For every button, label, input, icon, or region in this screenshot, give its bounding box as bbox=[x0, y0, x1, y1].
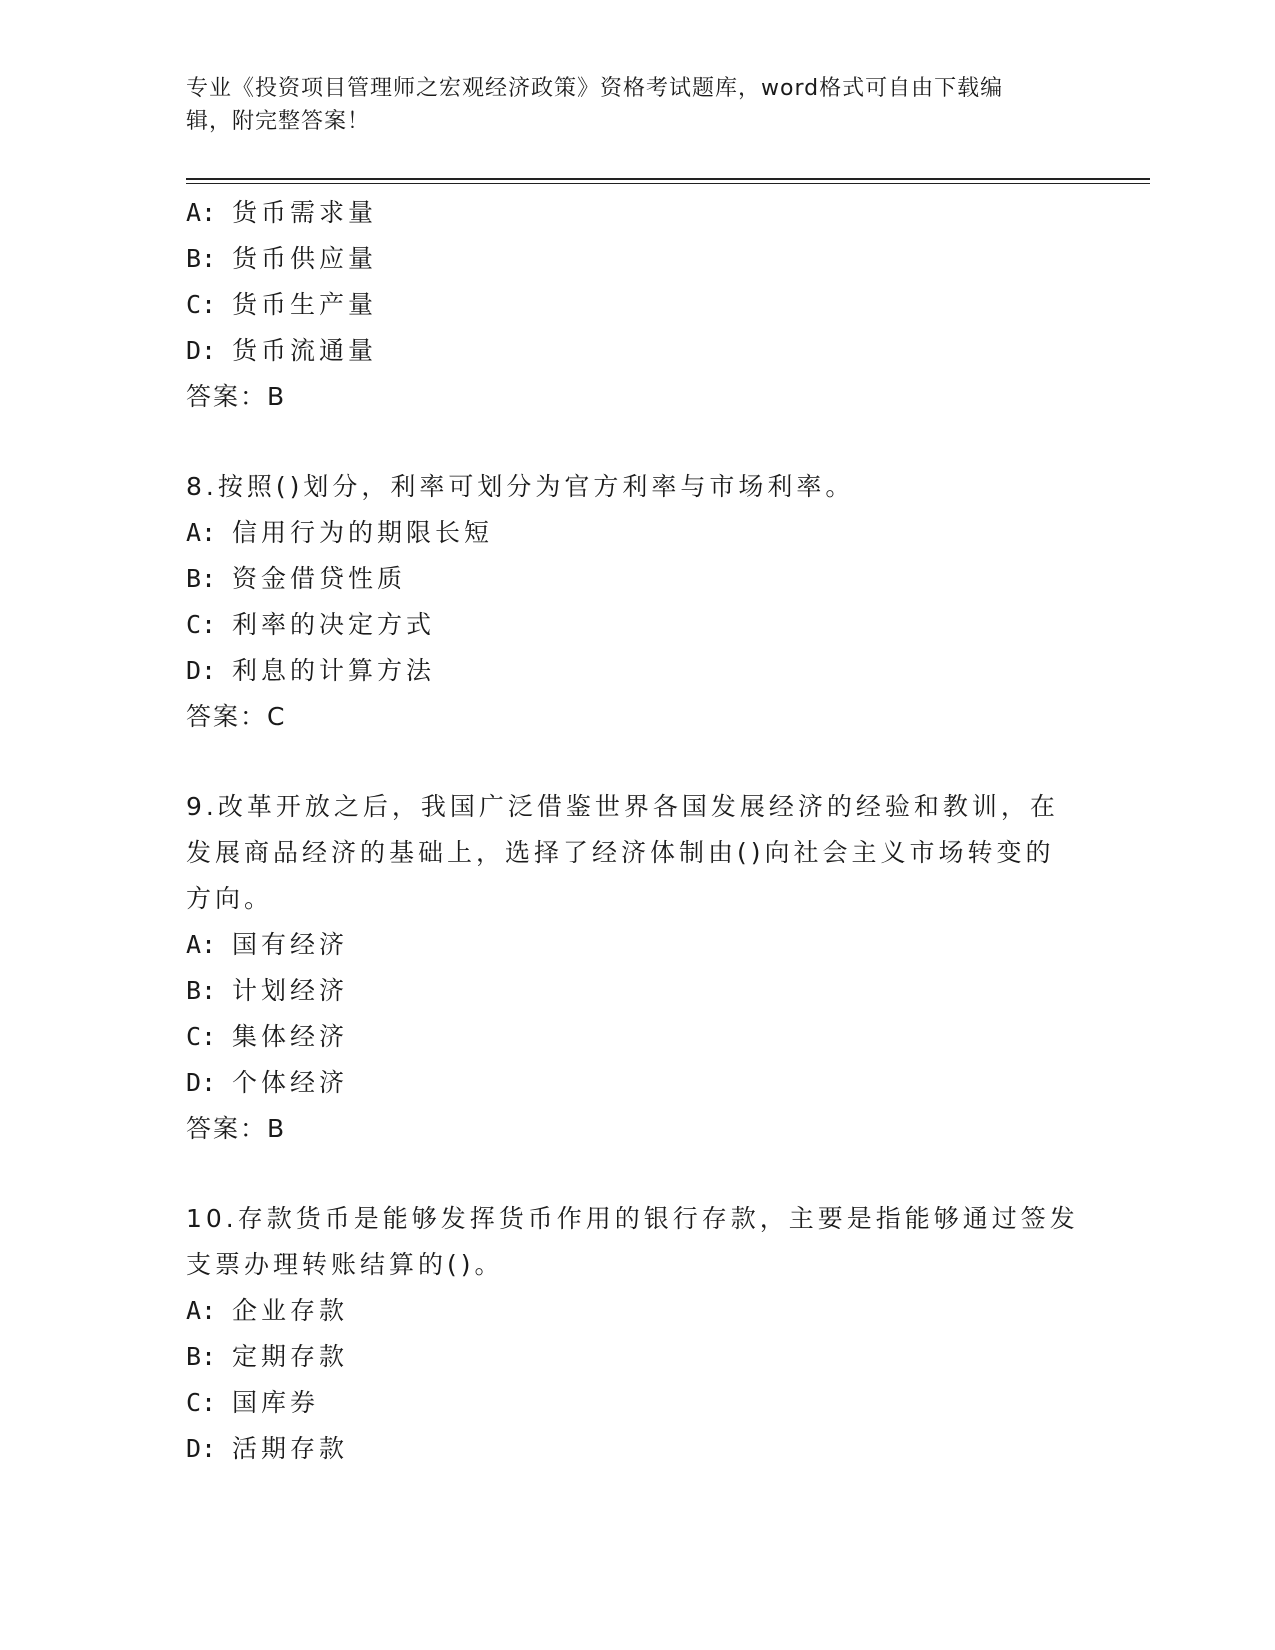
question-list bbox=[186, 190, 1086, 1472]
question-10 bbox=[186, 1196, 1086, 1472]
question-text-line-1: 10.存款货币是能够发挥货币作用的银行存款，主要是指能够通过签发 bbox=[186, 1204, 1079, 1233]
option-d: D: 利息的计算方法 bbox=[186, 656, 436, 685]
option-d: D: 个体经济 bbox=[186, 1068, 349, 1097]
option-c: C: 货币生产量 bbox=[186, 290, 378, 319]
option-c: C: 利率的决定方式 bbox=[186, 610, 436, 639]
option-a: A: 国有经济 bbox=[186, 930, 349, 959]
option-b: B: 定期存款 bbox=[186, 1342, 349, 1371]
option-b: B: 资金借贷性质 bbox=[186, 564, 407, 593]
header-divider-thick bbox=[186, 178, 1150, 180]
answer: 答案：B bbox=[186, 1114, 287, 1143]
question-7 bbox=[186, 190, 1086, 420]
option-d: D: 活期存款 bbox=[186, 1434, 349, 1463]
question-9 bbox=[186, 784, 1086, 1152]
option-b: B: 计划经济 bbox=[186, 976, 349, 1005]
question-text-line-2: 发展商品经济的基础上，选择了经济体制由()向社会主义市场转变的 bbox=[186, 838, 1055, 867]
option-a: A: 信用行为的期限长短 bbox=[186, 518, 494, 547]
option-a: A: 货币需求量 bbox=[186, 198, 378, 227]
header-line-2: 辑，附完整答案！ bbox=[186, 109, 371, 134]
header-line-1: 专业《投资项目管理师之宏观经济政策》资格考试题库，word格式可自由下载编 bbox=[186, 76, 1004, 101]
option-c: C: 集体经济 bbox=[186, 1022, 349, 1051]
document-header bbox=[186, 72, 1066, 138]
question-text-line-3: 方向。 bbox=[186, 884, 274, 913]
question-text: 8.按照()划分，利率可划分为官方利率与市场利率。 bbox=[186, 472, 855, 501]
option-c: C: 国库券 bbox=[186, 1388, 320, 1417]
answer: 答案：B bbox=[186, 382, 287, 411]
question-text-line-1: 9.改革开放之后，我国广泛借鉴世界各国发展经济的经验和教训，在 bbox=[186, 792, 1059, 821]
question-8 bbox=[186, 464, 1086, 740]
question-text-line-2: 支票办理转账结算的()。 bbox=[186, 1250, 504, 1279]
option-b: B: 货币供应量 bbox=[186, 244, 378, 273]
option-d: D: 货币流通量 bbox=[186, 336, 378, 365]
header-divider-thin bbox=[186, 183, 1150, 184]
answer: 答案：C bbox=[186, 702, 287, 731]
option-a: A: 企业存款 bbox=[186, 1296, 349, 1325]
